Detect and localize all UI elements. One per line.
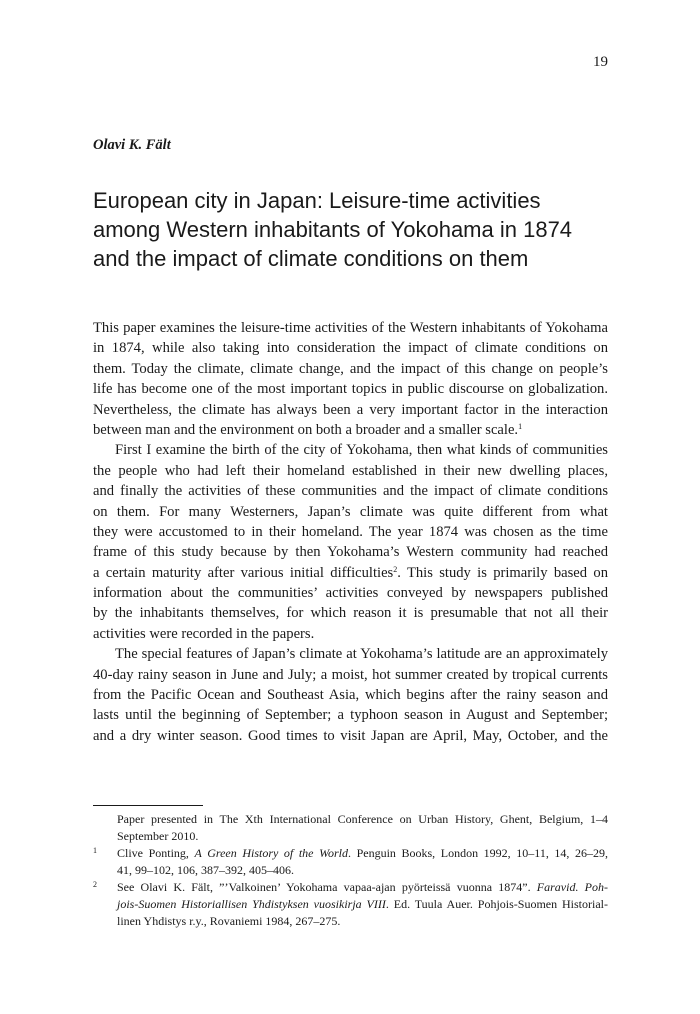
footnote-ref-2: 2 [393,564,398,574]
body-line: This paper examines the leisure-time activities of the Western inhabitants of Yokohama [93,320,608,336]
body-line: they were accustomed to in their homeland. The year 1874 was chosen as the time [93,523,608,540]
body-line: First I examine the birth of the city of Yokohama, then what kinds of communities [115,442,608,459]
body-line: The special features of Japan’s climate at Yokohama’s latitude are an approximately [115,646,608,663]
journal-title: jois-Suomen Historiallisen Yhdistyksen vuosikirja VIII [117,897,386,911]
footnote-line: 41, 99–102, 106, 387–392, 405–406. [117,863,294,877]
body-line-text: a certain maturity after various initial difficulties [93,564,394,581]
footnote-text: . Ed. Tuula Auer. Pohjois-Suomen Historial- [385,897,608,911]
footnote-divider [93,805,203,806]
footnote-line: linen Yhdistys r.y., Rovaniemi 1984, 267–275. [117,914,341,928]
footnote-marker: 1 [93,846,97,855]
footnote-text: Clive Ponting, [117,846,195,860]
footnote-1 [93,845,608,879]
body-line: them. Today the climate, climate change, and the impact of this change on people’s [93,360,608,377]
footnote-text: See Olavi K. Fält, ”’Valkoinen’ Yokohama vapaa-ajan pyörteissä vuonna 1874”. [117,880,537,894]
footnote-line [117,845,608,862]
body-line: Nevertheless, the climate has always been a very important factor in the interaction [93,401,608,418]
footnotes [93,811,608,930]
body-line: frame of this study because by then Yokohama’s Western community had reached [93,544,608,561]
body-line: life has become one of the most important topics in public discourse on globalization. [93,381,608,398]
body-line: activities were recorded in the papers. [93,625,315,642]
footnote-marker: 2 [93,880,97,889]
footnote-ref-1: 1 [518,421,523,431]
article-title [93,186,613,273]
body-line: information about the communities’ activities conveyed by newspapers published [93,585,608,602]
body-line-text: between man and the environment on both a broader and a smaller scale. [93,421,519,438]
body-line [93,563,608,583]
body-line-text: . This study is primarily based on [397,564,608,581]
title-line: among Western inhabitants of Yokohama in 1874 [93,217,573,242]
footnote-star [93,811,608,845]
book-title: A Green History of the World [194,846,348,860]
body-line: in 1874, while also taking into consideration the impact of climate conditions on [93,340,608,357]
body-line [93,420,608,440]
footnote-line [117,896,608,913]
footnote-2 [93,879,608,930]
body-line: the people who had left their homeland established in their new dwelling places, [93,462,608,479]
body-text [93,318,608,746]
body-line: 40-day rainy season in June and July; a moist, hot summer created by tropical currents [93,666,608,683]
footnote-line: September 2010. [117,829,199,843]
footnote-text: . Penguin Books, London 1992, 10–11, 14, 26–29, [348,846,608,860]
body-line: and a dry winter season. Good times to visit Japan are April, May, October, and the [93,727,608,744]
body-line: and finally the activities of these communities and the impact of climate conditions [93,483,608,500]
author-name: Olavi K. Fält [93,137,171,153]
body-line: on them. For many Westerners, Japan’s climate was quite different from what [93,503,608,520]
body-line: by the inhabitants themselves, for which reason it is presumable that not all their [93,605,608,622]
footnote-line [117,879,608,896]
body-line: lasts until the beginning of September; a typhoon season in August and September; [93,707,608,724]
title-line: and the impact of climate conditions on them [93,246,529,271]
page-number: 19 [593,54,608,70]
journal-title: Faravid. Poh- [536,880,608,894]
title-line: European city in Japan: Leisure-time activities [93,188,541,213]
footnote-line: Paper presented in The Xth International Conference on Urban History, Ghent, Belgium, 1–4 [117,812,608,826]
body-line: from the Pacific Ocean and Southeast Asia, which begins after the rainy season and [93,687,608,704]
